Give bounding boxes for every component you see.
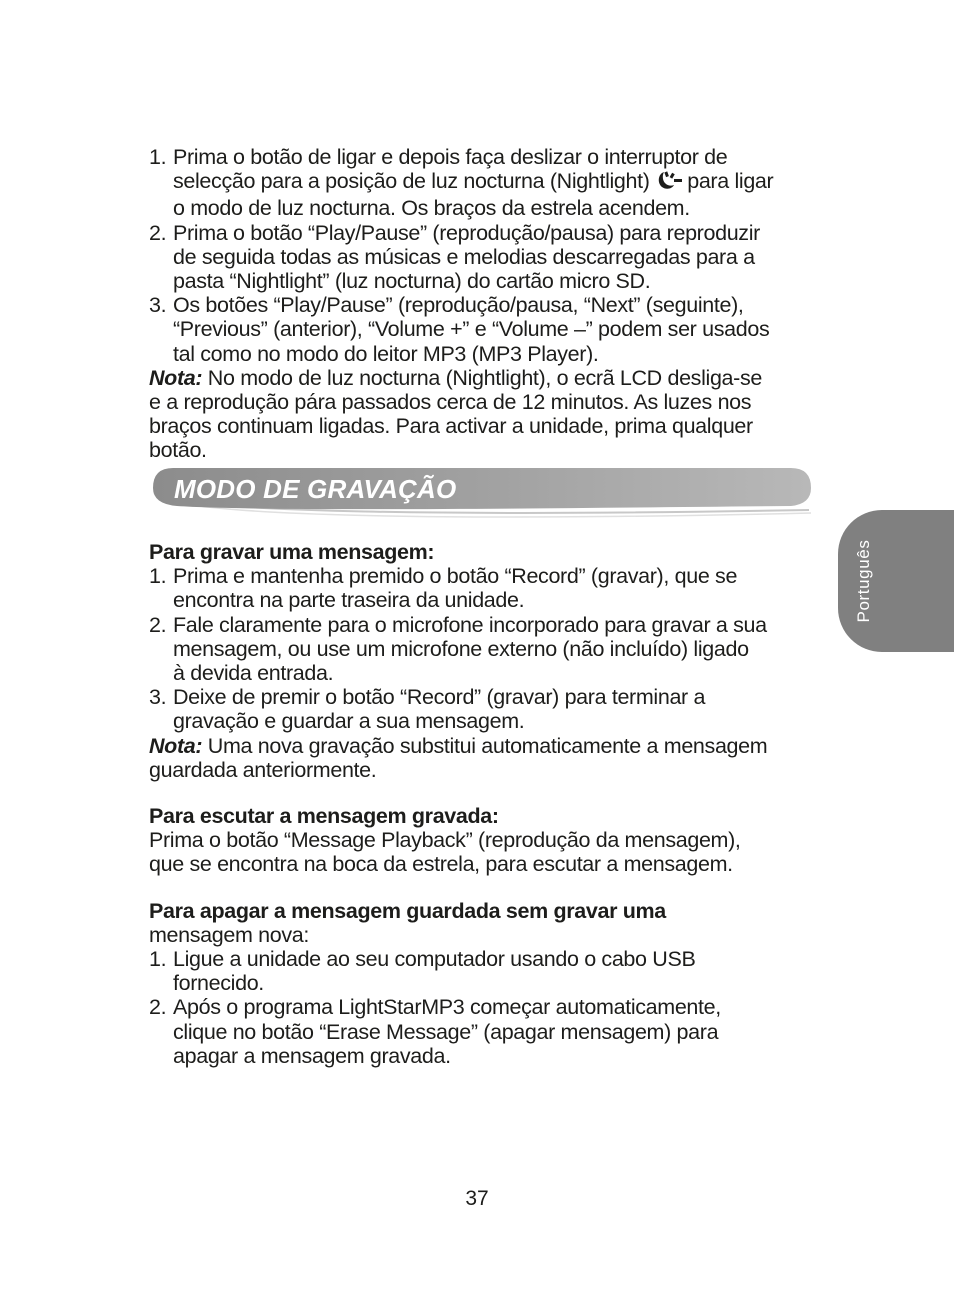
list-line: clique no botão “Erase Message” (apagar mensagem) para	[173, 1019, 719, 1044]
note-line: e a reprodução pára passados cerca de 12 minutos. As luzes nos	[149, 390, 752, 415]
list-number: 3.	[149, 293, 167, 318]
note-line: guardada anteriormente.	[149, 757, 377, 782]
list-item	[149, 947, 811, 995]
page-number: 37	[465, 1187, 489, 1210]
note-line: Uma nova gravação substitui automaticamente a mensagem	[202, 733, 768, 758]
list-line: Prima o botão “Play/Pause” (reprodução/pausa) para reproduzir	[173, 220, 760, 245]
list-number: 2.	[149, 612, 167, 637]
list-item	[149, 145, 811, 221]
note-label: Nota:	[149, 365, 203, 390]
list-line: Os botões “Play/Pause” (reprodução/pausa, “Next” (seguinte),	[173, 293, 744, 318]
nightlight-section	[149, 145, 811, 463]
list-line: à devida entrada.	[173, 661, 334, 686]
list-line: Prima o botão de ligar e depois faça deslizar o interruptor de	[173, 145, 728, 169]
listen-line: que se encontra na boca da estrela, para escutar a mensagem.	[149, 852, 733, 877]
list-line: selecção para a posição de luz nocturna (Nightlight)	[173, 169, 650, 194]
list-item	[149, 221, 811, 294]
list-number: 2.	[149, 995, 167, 1020]
list-line: Ligue a unidade ao seu computador usando o cabo USB	[173, 947, 696, 972]
list-line: tal como no modo do leitor MP3 (MP3 Player).	[173, 341, 599, 366]
list-line: Após o programa LightStarMP3 começar automaticamente,	[173, 995, 721, 1020]
list-line-with-icon	[173, 169, 811, 196]
note-paragraph	[149, 366, 811, 463]
record-heading: Para gravar uma mensagem:	[149, 540, 435, 564]
list-line: fornecido.	[173, 971, 264, 996]
list-line: encontra na parte traseira da unidade.	[173, 588, 525, 613]
list-line: Deixe de premir o botão “Record” (gravar) para terminar a	[173, 685, 706, 710]
erase-heading: Para apagar a mensagem guardada sem gravar uma	[149, 898, 666, 923]
record-section	[149, 540, 811, 1068]
listen-line: Prima o botão “Message Playback” (reprodução da mensagem),	[149, 828, 741, 853]
list-line: Fale claramente para o microfone incorporado para gravar a sua	[173, 612, 767, 637]
note-paragraph	[149, 734, 811, 782]
erase-subheading: mensagem nova:	[149, 922, 310, 947]
note-line: No modo de luz nocturna (Nightlight), o ecrã LCD desliga-se	[202, 365, 762, 390]
language-tab-label: Português	[854, 539, 873, 623]
list-line: o modo de luz nocturna. Os braços da estrela acendem.	[173, 196, 690, 221]
list-line: apagar a mensagem gravada.	[173, 1043, 451, 1068]
note-label: Nota:	[149, 733, 203, 758]
list-line: gravação e guardar a sua mensagem.	[173, 709, 525, 734]
list-number: 1.	[149, 947, 167, 972]
list-line: de seguida todas as músicas e melodias descarregadas para a	[173, 244, 755, 269]
list-number: 1.	[149, 564, 167, 589]
list-item	[149, 293, 811, 366]
list-number: 1.	[149, 145, 167, 169]
moon-star-icon	[655, 169, 685, 196]
list-item	[149, 685, 811, 733]
list-number: 3.	[149, 685, 167, 710]
list-line: Prima e mantenha premido o botão “Record” (gravar), que se	[173, 564, 738, 589]
list-line: “Previous” (anterior), “Volume +” e “Volume –” podem ser usados	[173, 317, 770, 342]
list-number: 2.	[149, 220, 167, 245]
list-item	[149, 564, 811, 612]
list-line: mensagem, ou use um microfone externo (não incluído) ligado	[173, 636, 749, 661]
list-item	[149, 995, 811, 1068]
list-line: para ligar	[687, 169, 774, 194]
listen-heading: Para escutar a mensagem gravada:	[149, 804, 499, 829]
list-item	[149, 613, 811, 686]
section-title: MODO DE GRAVAÇÃO	[174, 474, 457, 504]
note-line: botão.	[149, 438, 207, 463]
list-line: pasta “Nightlight” (luz nocturna) do cartão micro SD.	[173, 269, 651, 294]
note-line: braços continuam ligadas. Para activar a unidade, prima qualquer	[149, 414, 753, 439]
